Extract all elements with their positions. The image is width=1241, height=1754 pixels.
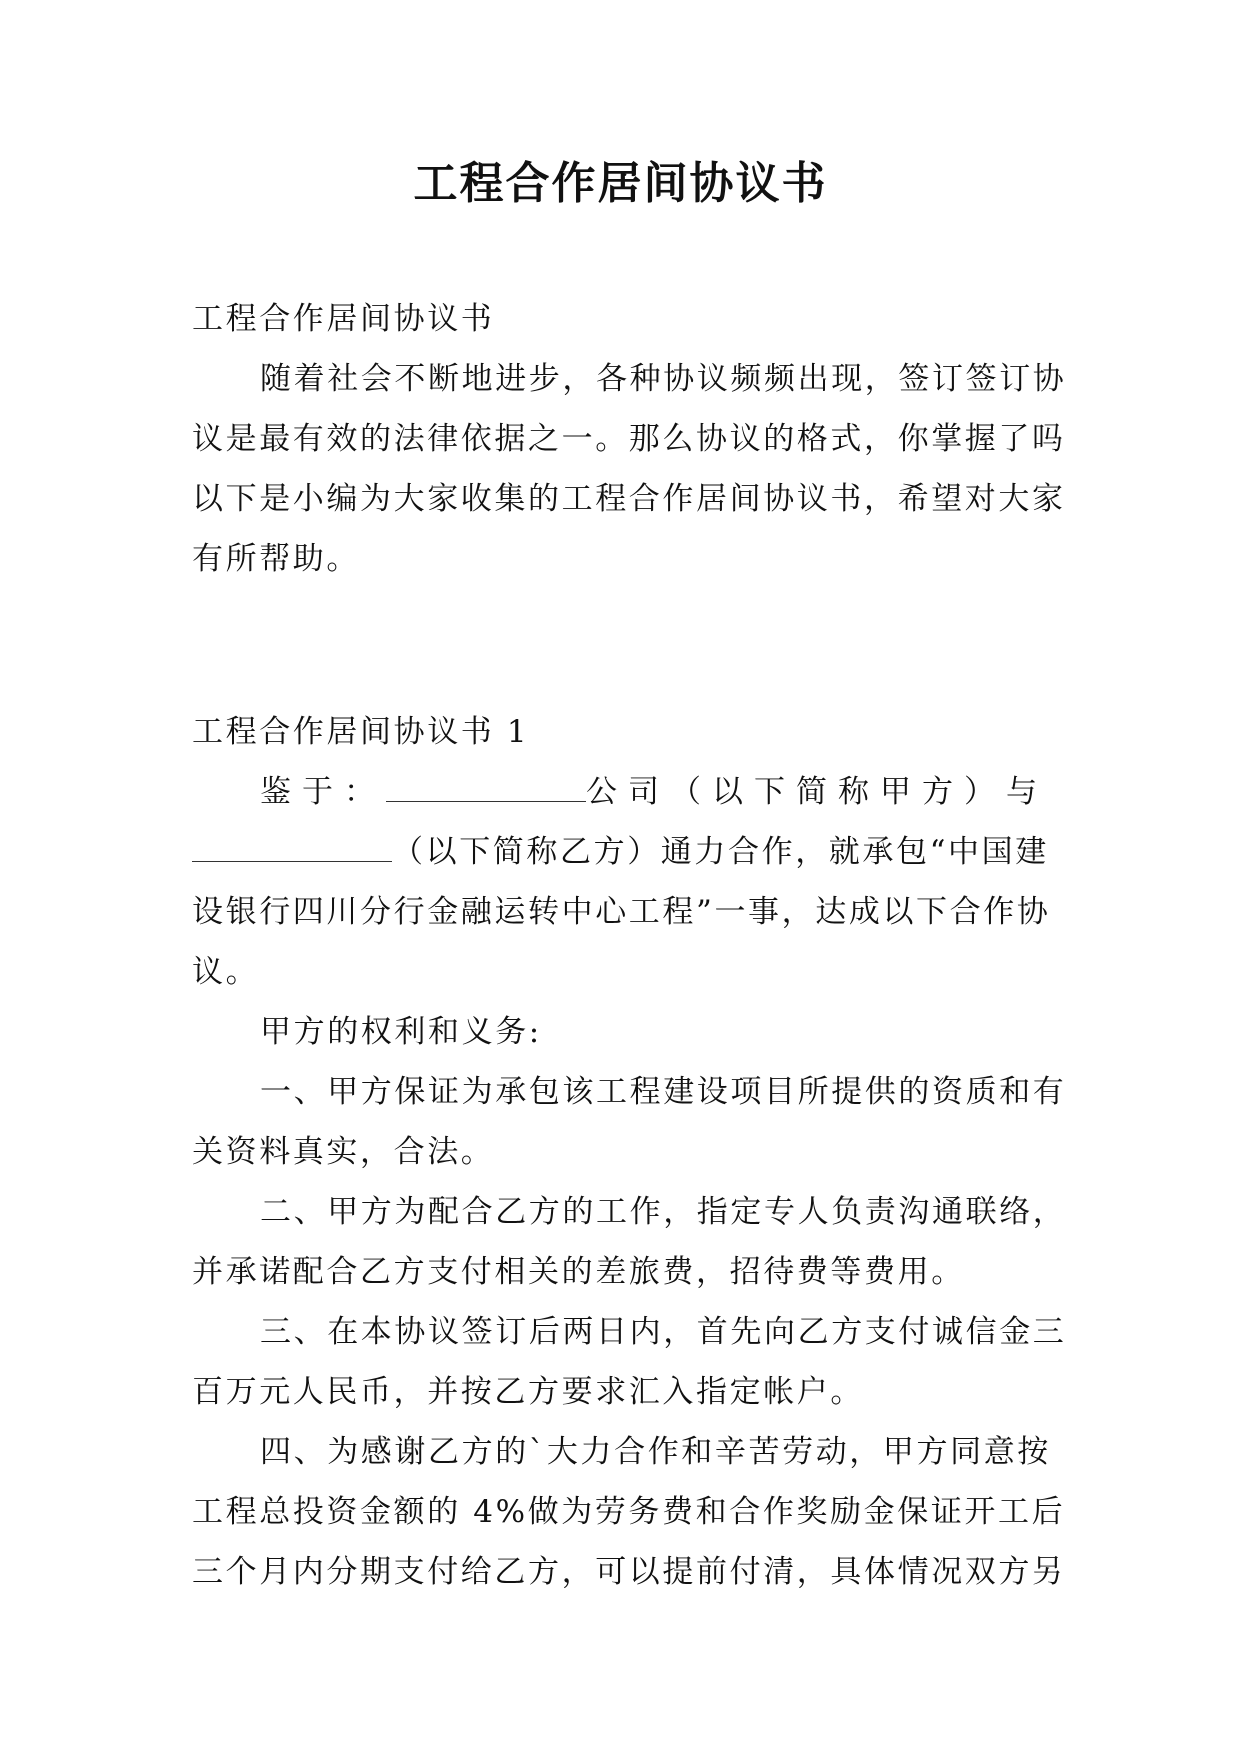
party-b-blank [192, 837, 392, 862]
recital-party-a-text: 公司（以下简称甲方）与 [586, 774, 1048, 810]
recital-line: 议。 [192, 954, 260, 990]
clause-3-line: 百万元人民币，并按乙方要求汇入指定帐户。 [192, 1374, 864, 1410]
clause-1-line: 关资料真实，合法。 [192, 1134, 495, 1170]
clause-2-line: 并承诺配合乙方支付相关的差旅费，招待费等费用。 [192, 1254, 965, 1290]
intro-paragraph-line: 有所帮助。 [192, 541, 360, 577]
party-a-blank [386, 777, 586, 802]
clause-4-line: 工程总投资金额的 4%做为劳务费和合作奖励金保证开工后 [192, 1494, 1066, 1530]
intro-heading: 工程合作居间协议书 [192, 301, 495, 337]
clause-4-line: 三个月内分期支付给乙方，可以提前付清，具体情况双方另 [192, 1554, 1066, 1590]
clause-4-line: 四、为感谢乙方的`大力合作和辛苦劳动，甲方同意按 [260, 1434, 1051, 1470]
intro-paragraph-line: 随着社会不断地进步，各种协议频频出现，签订签订协 [260, 361, 1067, 397]
recital-line [192, 822, 1058, 882]
recital-line: 设银行四川分行金融运转中心工程”一事，达成以下合作协 [192, 894, 1051, 930]
intro-paragraph-line: 以下是小编为大家收集的工程合作居间协议书，希望对大家 [192, 481, 1066, 517]
clause-1-line: 一、甲方保证为承包该工程建设项目所提供的资质和有 [260, 1074, 1067, 1110]
clause-3-line: 三、在本协议签订后两日内，首先向乙方支付诚信金三 [260, 1314, 1067, 1350]
recital-line [192, 762, 1058, 822]
recital-party-b-text: （以下简称乙方）通力合作，就承包“中国建 [392, 834, 1049, 870]
section-heading: 工程合作居间协议书 1 [192, 714, 530, 750]
clause-2-line: 二、甲方为配合乙方的工作，指定专人负责沟通联络， [260, 1194, 1067, 1230]
obligations-subheading: 甲方的权利和义务: [260, 1014, 542, 1050]
section-1 [192, 702, 1067, 1602]
intro-paragraph-line: 议是最有效的法律依据之一。那么协议的格式，你掌握了吗 [192, 421, 1066, 457]
recital-prefix: 鉴于： [260, 774, 386, 810]
intro-block [192, 289, 1067, 589]
document-title: 工程合作居间协议书 [413, 158, 828, 209]
